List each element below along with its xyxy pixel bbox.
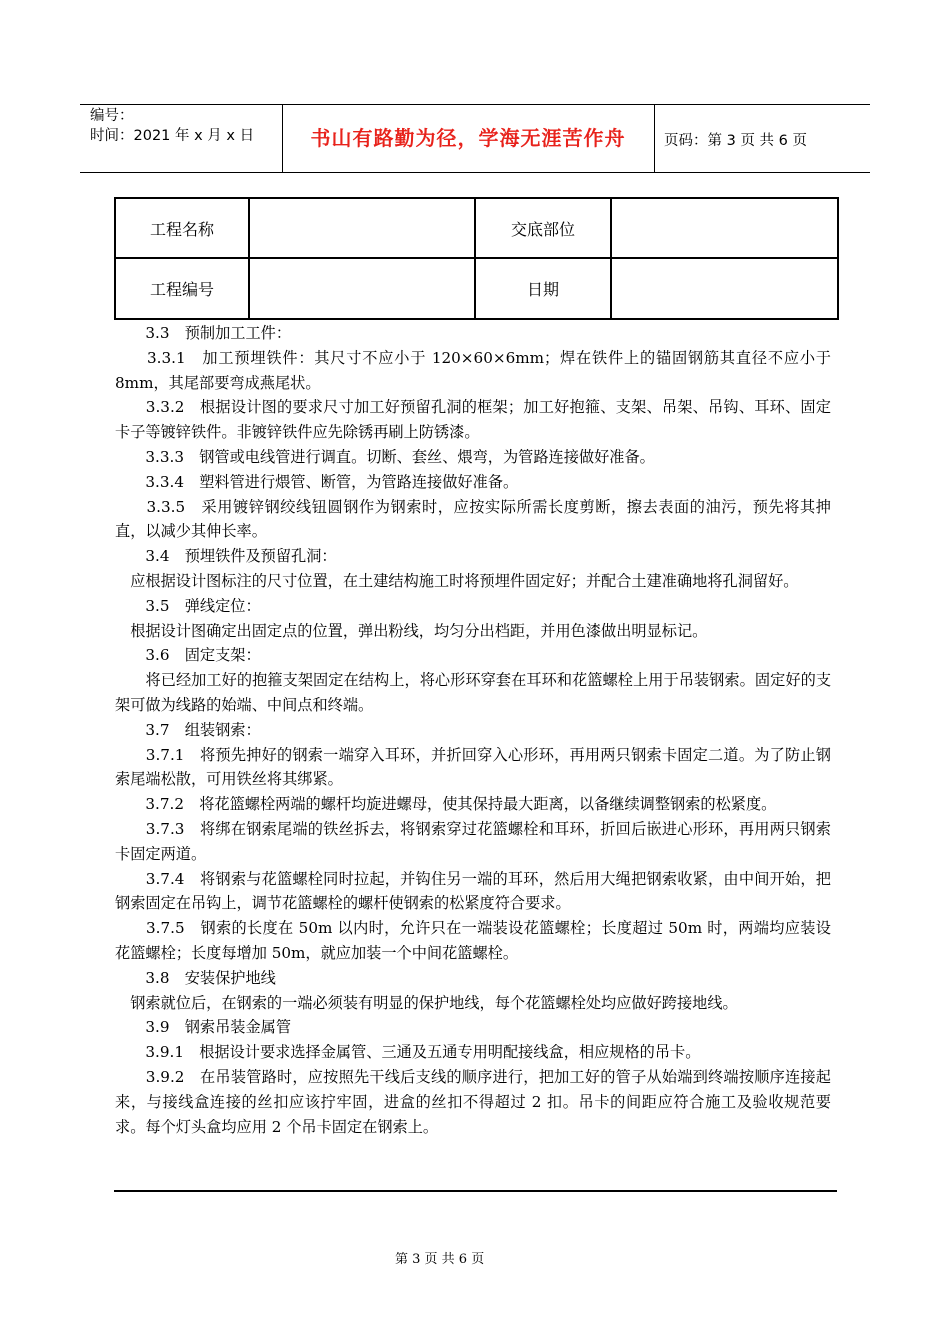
paragraph: 3.3.4 塑料管进行煨管、断管，为管路连接做好准备。	[115, 472, 519, 491]
project-number-label: 工程编号	[115, 258, 249, 319]
paragraph: 将已经加工好的抱箍支架固定在结构上，将心形环穿套在耳环和花篮螺栓上用于吊装钢索。固定好的支架可做为线路的始端、中间点和终端。	[115, 671, 831, 714]
table-row	[115, 198, 838, 258]
paragraph: 3.7 组装钢索：	[115, 720, 261, 739]
paragraph: 3.3.5 采用镀锌钢绞线钮圆钢作为钢索时，应按实际所需长度剪断，擦去表面的油污，预先将其抻直，以减少其伸长率。	[115, 497, 831, 541]
date-label: 日期	[475, 258, 611, 319]
paragraph: 3.7.5 钢索的长度在 50m 以内时，允许只在一端装设花篮螺栓；长度超过 50m 时，两端均应装设花篮螺栓；长度每增加 50m，就应加装一个中间花篮螺栓。	[115, 919, 831, 962]
paragraph: 3.7.4 将钢索与花篮螺栓同时拉起，并钩住另一端的耳环，然后用大绳把钢索收紧，由中间开始，把钢索固定在吊钩上，调节花篮螺栓的螺杆使钢索的松紧度符合要求。	[115, 869, 831, 913]
header-motto: 书山有路勤为径，学海无涯苦作舟	[310, 126, 626, 150]
project-number-value[interactable]	[249, 258, 475, 319]
paragraph: 3.3.3 钢管或电线管进行调直。切断、套丝、煨弯，为管路连接做好准备。	[115, 447, 655, 466]
footer-page-number: 第 3 页 共 6 页	[395, 1252, 485, 1267]
document-number: 编号：	[90, 108, 134, 124]
paragraph: 3.8 安装保护地线	[115, 968, 276, 987]
paragraph: 3.9.2 在吊装管路时，应按照先干线后支线的顺序进行，把加工好的管子从始端到终端按顺序连接起来，与接线盒连接的丝扣应该拧牢固，进盒的丝扣不得超过 2 扣。吊卡的间距应符合施工及验收规范要求。每个灯头盒均应用 2 个吊卡固定在钢索上。	[115, 1067, 831, 1136]
paragraph: 3.9 钢索吊装金属管	[115, 1018, 292, 1037]
date-value[interactable]	[611, 258, 838, 319]
header-divider-right	[654, 104, 655, 172]
header-page-number: 页码：第 3 页 共 6 页	[664, 133, 807, 149]
paragraph: 3.3.1 加工预埋铁件：其尺寸不应小于 120×60×6mm；焊在铁件上的锚固钢筋其直径不应小于 8mm，其尾部要弯成燕尾状。	[115, 348, 831, 392]
paragraph: 3.4 预埋铁件及预留孔洞：	[115, 547, 337, 566]
part-value[interactable]	[611, 198, 838, 258]
document-time: 时间：2021 年 x 月 x 日	[90, 128, 255, 144]
paragraph: 3.3.2 根据设计图的要求尺寸加工好预留孔洞的框架；加工好抱箍、支架、吊架、吊钩、耳环、固定卡子等镀锌铁件。非镀锌铁件应先除锈再刷上防锈漆。	[115, 398, 831, 442]
header-meta	[90, 106, 254, 146]
paragraph: 3.5 弹线定位：	[115, 596, 261, 615]
paragraph: 钢索就位后，在钢索的一端必须装有明显的保护地线，每个花篮螺栓处均应做好跨接地线。	[115, 993, 738, 1012]
paragraph: 应根据设计图标注的尺寸位置，在土建结构施工时将预埋件固定好；并配合土建准确地将孔洞留好。	[115, 571, 799, 590]
project-name-label: 工程名称	[115, 198, 249, 258]
body-bottom-rule	[114, 1190, 837, 1192]
project-name-value[interactable]	[249, 198, 475, 258]
table-row	[115, 258, 838, 319]
paragraph: 3.9.1 根据设计要求选择金属管、三通及五通专用明配接线盒，相应规格的吊卡。	[115, 1043, 701, 1062]
paragraph: 3.7.3 将绑在钢索尾端的铁丝拆去，将钢索穿过花篮螺栓和耳环，折回后嵌进心形环，再用两只钢索卡固定两道。	[115, 819, 831, 863]
paragraph: 3.3 预制加工工件：	[115, 324, 292, 342]
part-label: 交底部位	[475, 198, 611, 258]
header-bottom-rule	[80, 172, 870, 173]
paragraph: 根据设计图确定出固定点的位置，弹出粉线，均匀分出档距，并用色漆做出明显标记。	[115, 621, 708, 640]
document-body	[115, 321, 831, 1139]
project-info-table	[114, 197, 839, 320]
paragraph: 3.7.1 将预先抻好的钢索一端穿入耳环，并折回穿入心形环，再用两只钢索卡固定二道。为了防止钢索尾端松散，可用铁丝将其绑紧。	[115, 745, 831, 789]
paragraph: 3.6 固定支架：	[115, 646, 261, 665]
header-top-rule	[80, 104, 870, 105]
paragraph: 3.7.2 将花篮螺栓两端的螺杆均旋进螺母，使其保持最大距离，以备继续调整钢索的松紧度。	[115, 795, 777, 814]
